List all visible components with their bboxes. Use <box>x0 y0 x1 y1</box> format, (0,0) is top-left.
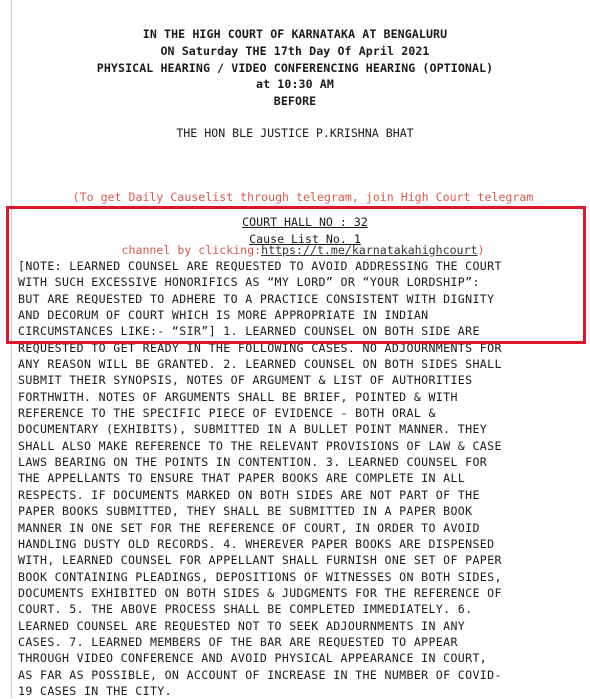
notice-line: COURT. 5. THE ABOVE PROCESS SHALL BE COMPLETED IMMEDIATELY. 6. <box>18 602 473 617</box>
judge-name: THE HON BLE JUSTICE P.KRISHNA BHAT <box>176 126 414 140</box>
notice-line: RESPECTS. IF DOCUMENTS MARKED ON BOTH SIDES ARE NOT PART OF THE <box>18 487 480 502</box>
notice-line: MANNER IN ONE SET FOR THE REFERENCE OF COURT, IN ORDER TO AVOID <box>18 520 480 535</box>
hearing-date: ON Saturday THE 17th Day Of April 2021 <box>160 43 430 58</box>
hearing-mode: PHYSICAL HEARING / VIDEO CONFERENCING HEARING (OPTIONAL) <box>96 60 494 75</box>
notice-line: LEARNED COUNSEL ARE REQUESTED NOT TO SEEK ADJOURNMENTS IN ANY <box>18 618 466 633</box>
telegram-suffix: ) <box>477 242 485 257</box>
cause-list-number: Cause List No. 1 <box>249 232 361 246</box>
notice-line: 19 CASES IN THE CITY. <box>18 683 172 698</box>
notice-line: AND DECORUM OF COURT WHICH IS MORE APPROPRIATE IN INDIAN <box>18 308 429 323</box>
notice-line: DOCUMENTS EXHIBITED ON BOTH SIDES & JUDGMENTS FOR THE REFERENCE OF <box>18 585 502 600</box>
court-name: IN THE HIGH COURT OF KARNATAKA AT BENGALURU <box>142 27 448 41</box>
notice-line: [NOTE: LEARNED COUNSEL ARE REQUESTED TO AVOID ADDRESSING THE COURT <box>18 259 502 273</box>
notice-line: LAWS BEARING ON THE POINTS IN CONTENTION. 3. LEARNED COUNSEL FOR <box>18 455 488 470</box>
hearing-time: at 10:30 AM <box>256 77 334 92</box>
notice-line: REQUESTED TO GET READY IN THE FOLLOWING CASES. NO ADJOURNMENTS FOR <box>18 340 502 355</box>
before-label: BEFORE <box>273 94 317 109</box>
notice-line: THROUGH VIDEO CONFERENCE AND AVOID PHYSICAL APPEARANCE IN COURT, <box>18 651 488 666</box>
notice-line: SHALL ALSO MAKE REFERENCE TO THE RELEVANT PROVISIONS OF LAW & CASE <box>18 438 502 453</box>
notice-line: FORTHWITH. NOTES OF ARGUMENTS SHALL BE BRIEF, POINTED & WITH <box>18 389 458 404</box>
notice-line: PAPER BOOKS SUBMITTED, THEY SHALL BE SUBMITTED IN A PAPER BOOK <box>18 504 473 519</box>
notice-line: BUT ARE REQUESTED TO ADHERE TO A PRACTICE CONSISTENT WITH DIGNITY <box>18 291 495 306</box>
highlight-annotation-box <box>6 206 586 344</box>
notice-line: WITH, LEARNED COUNSEL FOR APPELLANT SHALL FURNISH ONE SET OF PAPER <box>18 553 502 568</box>
telegram-line-1: (To get Daily Causelist through telegram, join High Court telegram <box>72 190 534 204</box>
notice-line: BOOK CONTAINING PLEADINGS, DEPOSITIONS OF WITNESSES ON BOTH SIDES, <box>18 569 502 584</box>
notice-line: HANDLING DUSTY OLD RECORDS. 4. WHEREVER PAPER BOOKS ARE DISPENSED <box>18 536 495 551</box>
notice-line: CASES. 7. LEARNED MEMBERS OF THE BAR ARE REQUESTED TO APPEAR <box>18 634 458 649</box>
notice-line: DOCUMENTARY (EXHIBITS), SUBMITTED IN A BULLET POINT MANNER. THEY <box>18 422 488 437</box>
telegram-prefix: channel by clicking: <box>121 242 262 257</box>
court-hall-title: COURT HALL NO : 32 <box>242 215 368 229</box>
notice-line: WITH SUCH EXCESSIVE HONORIFICS AS “MY LORD” OR “YOUR LORDSHIP”: <box>18 275 480 290</box>
notice-line: THE APPELLANTS TO ENSURE THAT PAPER BOOKS ARE COMPLETE IN ALL <box>18 471 466 486</box>
notice-line: AS FAR AS POSSIBLE, ON ACCOUNT OF INCREASE IN THE NUMBER OF COVID- <box>18 667 502 682</box>
document-header <box>0 26 590 110</box>
notice-line: REFERENCE TO THE SPECIFIC PIECE OF EVIDENCE - BOTH ORAL & <box>18 406 436 421</box>
notice-line: ANY REASON WILL BE GRANTED. 2. LEARNED COUNSEL ON BOTH SIDES SHALL <box>18 357 502 372</box>
notice-line: SUBMIT THEIR SYNOPSIS, NOTES OF ARGUMENT & LIST OF AUTHORITIES <box>18 373 473 388</box>
telegram-link[interactable]: https://t.me/karnatakahighcourt <box>261 242 478 257</box>
notice-line: CIRCUMSTANCES LIKE:- “SIR”] 1. LEARNED COUNSEL ON BOTH SIDE ARE <box>18 324 480 339</box>
